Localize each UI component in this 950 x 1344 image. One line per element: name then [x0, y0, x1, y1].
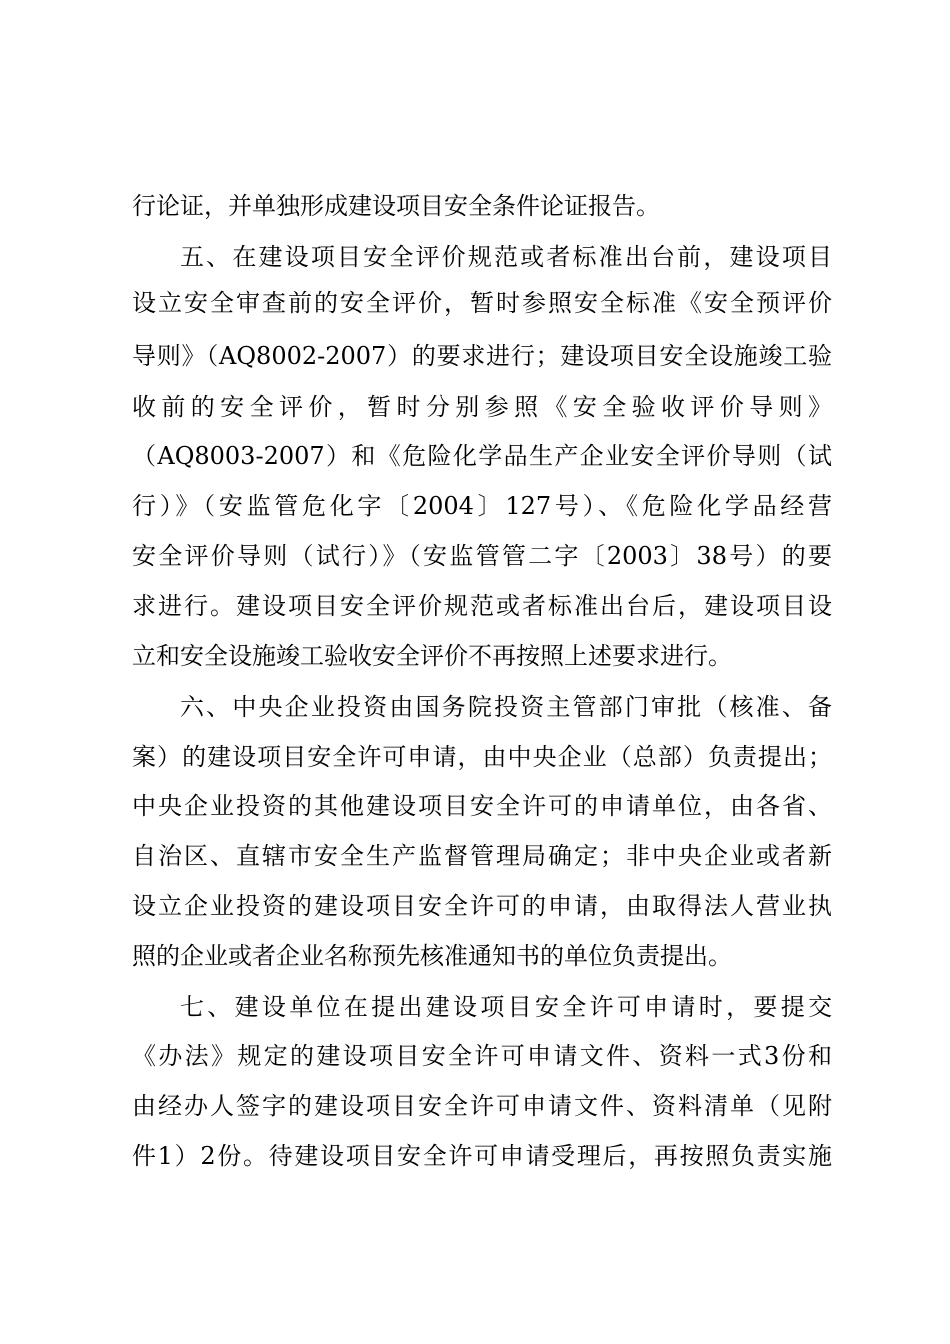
text-line: 收前的安全评价，暂时分别参照《安全验收评价导则》 — [132, 393, 832, 421]
text-line: 安全评价导则（试行）》（安监管管二字〔2003〕38号）的要 — [132, 542, 832, 570]
text-line: 《办法》规定的建设项目安全许可申请文件、资料一式3份和 — [132, 1042, 832, 1070]
text-line: 立和安全设施竣工验收安全评价不再按照上述要求进行。 — [132, 642, 732, 670]
text-line: 中央企业投资的其他建设项目安全许可的申请单位，由各省、 — [132, 792, 832, 820]
text-line: 行）》（安监管危化字〔2004〕127号）、《危险化学品经营 — [132, 492, 832, 520]
paragraph-5-heading-line: 五、在建设项目安全评价规范或者标准出台前，建设项目 — [180, 243, 832, 271]
text-line: 案）的建设项目安全许可申请，由中央企业（总部）负责提出； — [132, 743, 832, 771]
text-line: 照的企业或者企业名称预先核准通知书的单位负责提出。 — [132, 942, 732, 970]
text-line: 由经办人签字的建设项目安全许可申请文件、资料清单（见附 — [132, 1092, 832, 1120]
text-line: 件1）2份。待建设项目安全许可申请受理后，再按照负责实施 — [132, 1142, 832, 1170]
text-line: 行论证，并单独形成建设项目安全条件论证报告。 — [132, 192, 660, 220]
paragraph-6-heading-line: 六、中央企业投资由国务院投资主管部门审批（核准、备 — [180, 693, 832, 721]
text-line: 求进行。建设项目安全评价规范或者标准出台后，建设项目设 — [132, 592, 832, 620]
text-line: 设立企业投资的建设项目安全许可的申请，由取得法人营业执 — [132, 892, 832, 920]
text-line: 导则》（AQ8002-2007）的要求进行；建设项目安全设施竣工验 — [132, 342, 832, 370]
text-line: 设立安全审查前的安全评价，暂时参照安全标准《安全预评价 — [132, 289, 832, 317]
text-line: （AQ8003-2007）和《危险化学品生产企业安全评价导则（试 — [132, 442, 832, 470]
paragraph-7-heading-line: 七、建设单位在提出建设项目安全许可申请时，要提交 — [180, 993, 832, 1021]
text-line: 自治区、直辖市安全生产监督管理局确定；非中央企业或者新 — [132, 842, 832, 870]
